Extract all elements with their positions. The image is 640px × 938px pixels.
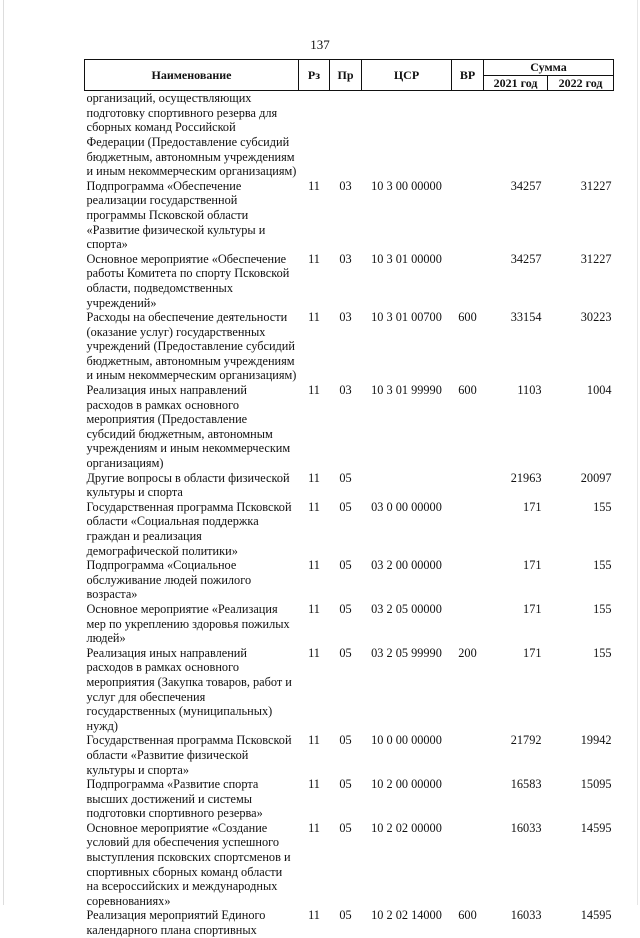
row-pr: 05 [339,733,352,748]
row-sum-2021 [484,91,548,179]
row-csr: 10 2 00 00000 [371,777,442,792]
row-vr: 600 [458,383,477,398]
budget-table [84,59,614,938]
row-pr: 05 [339,777,352,792]
row-sum-2022: 19942 [580,733,612,748]
row-vr [452,500,484,558]
row-sum-2022: 1004 [586,383,612,398]
table-row [85,383,614,471]
row-sum-2022: 14595 [580,820,612,835]
row-name: Основное мероприятие «Реализация мер по укреплению здоровья пожилых людей» [86,601,290,646]
row-rz: 11 [308,645,320,660]
row-sum-2021: 171 [523,499,542,514]
row-sum-2021: 34257 [510,178,542,193]
table-row [85,558,614,602]
row-rz: 11 [308,558,320,573]
row-pr [330,91,362,179]
row-sum-2022: 30223 [580,310,612,325]
header-vr: ВР [452,60,484,91]
row-sum-2022: 15095 [580,777,612,792]
row-csr: 10 0 00 00000 [371,733,442,748]
row-vr [452,179,484,252]
row-csr: 03 2 05 99990 [371,645,442,660]
row-pr: 05 [339,499,352,514]
header-pr: Пр [330,60,362,91]
row-vr [452,602,484,646]
row-sum-2021: 16033 [510,820,542,835]
table-body [85,91,614,938]
row-csr: 10 3 00 00000 [371,178,442,193]
row-csr: 10 3 01 99990 [371,383,442,398]
table-header [85,60,614,91]
row-vr: 600 [458,310,477,325]
row-sum-2021: 21963 [510,470,542,485]
header-sum: Сумма [484,60,614,76]
row-name: Государственная программа Псковской области «Социальная поддержка граждан и реализация демографической политики» [86,499,292,558]
table-row [85,821,614,909]
row-rz: 11 [308,470,320,485]
row-sum-2022: 155 [593,645,612,660]
row-pr: 05 [339,908,352,923]
page-number: 137 [310,37,330,52]
table-row [85,310,614,383]
row-rz: 11 [308,908,320,923]
row-pr: 05 [339,820,352,835]
table-row [85,733,614,777]
row-pr: 03 [339,178,352,193]
row-vr [452,91,484,179]
table-row [85,777,614,821]
row-csr [362,471,452,500]
header-rz: Рз [299,60,330,91]
header-csr: ЦСР [362,60,452,91]
row-sum-2021: 16033 [510,908,542,923]
row-rz: 11 [308,251,320,266]
row-rz: 11 [308,383,320,398]
row-pr: 03 [339,383,352,398]
table-row [85,179,614,252]
table-row [85,646,614,734]
row-vr [452,252,484,310]
row-name: Реализация иных направлений расходов в рамках основного мероприятия (Закупка товаров, работ и услуг для обеспечения государственных (муниципальных) нужд) [86,645,292,733]
table-row [85,602,614,646]
row-sum-2021: 1103 [517,383,542,398]
table-row [85,500,614,558]
row-rz: 11 [308,601,320,616]
row-sum-2021: 171 [523,558,542,573]
row-csr: 10 2 02 00000 [371,820,442,835]
scan-edge-right [637,0,638,905]
row-vr [452,733,484,777]
row-pr: 05 [339,470,352,485]
scan-edge-left [3,0,4,905]
row-vr [452,821,484,909]
row-vr: 600 [458,908,477,923]
row-sum-2021: 171 [523,645,542,660]
row-name: Государственная программа Псковской области «Развитие физической культуры и спорта» [86,733,292,777]
row-sum-2022: 155 [593,601,612,616]
row-name: Расходы на обеспечение деятельности (оказание услуг) государственных учреждений (Предоставление субсидий бюджетным, автономным учреждениям и иным некоммерческим организациям) [86,310,297,383]
row-name: Реализация иных направлений расходов в рамках основного мероприятия (Предоставление субсидий бюджетным, автономным учреждениям и иным некоммерческим организациям) [86,383,291,471]
row-pr: 05 [339,645,352,660]
row-csr: 10 3 01 00700 [371,310,442,325]
row-sum-2021: 16583 [510,777,542,792]
row-csr: 03 2 05 00000 [371,601,442,616]
table-row [85,908,614,937]
row-vr [452,558,484,602]
budget-table-wrapper [84,59,613,938]
row-rz: 11 [308,310,320,325]
row-vr [452,777,484,821]
row-vr: 200 [458,645,477,660]
row-rz: 11 [308,777,320,792]
table-row [85,471,614,500]
row-vr [452,471,484,500]
row-sum-2021: 21792 [510,733,542,748]
header-name: Наименование [85,60,299,91]
row-name: Другие вопросы в области физической культуры и спорта [86,470,290,500]
row-name: Подпрограмма «Обеспечение реализации государственной программы Псковской области «Развитие физической культуры и спорта» [86,178,266,252]
row-rz [299,91,330,179]
row-csr [362,91,452,179]
row-pr: 05 [339,601,352,616]
row-csr: 03 0 00 00000 [371,499,442,514]
header-2021: 2021 год [484,75,548,91]
row-name: Реализация мероприятий Единого календарного плана спортивных [86,908,266,938]
row-sum-2022: 31227 [580,178,612,193]
row-sum-2022: 14595 [580,908,612,923]
row-csr: 10 3 01 00000 [371,251,442,266]
row-sum-2022: 31227 [580,251,612,266]
row-rz: 11 [308,499,320,514]
row-sum-2022: 155 [593,558,612,573]
row-sum-2022 [548,91,614,179]
row-name: Основное мероприятие «Обеспечение работы Комитета по спорту Псковской области, подведомственных учреждений» [86,251,290,310]
row-csr: 10 2 02 14000 [371,908,442,923]
row-pr: 05 [339,558,352,573]
row-sum-2021: 33154 [510,310,542,325]
row-sum-2022: 20097 [580,470,612,485]
row-name: Основное мероприятие «Создание условий для обеспечения успешного выступления псковских спортсменов и спортивных сборных команд области на всероссийских и международных соревнованиях» [86,820,291,908]
row-rz: 11 [308,178,320,193]
row-sum-2021: 171 [523,601,542,616]
row-rz: 11 [308,733,320,748]
row-name: Подпрограмма «Развитие спорта высших достижений и системы подготовки спортивного резерва» [86,777,263,821]
row-pr: 03 [339,310,352,325]
row-pr: 03 [339,251,352,266]
row-sum-2022: 155 [593,499,612,514]
table-row [85,91,614,179]
table-row [85,252,614,310]
row-sum-2021: 34257 [510,251,542,266]
row-name: организаций, осуществляющих подготовку спортивного резерва для сборных команд Российской Федерации (Предоставление субсидий бюджетным, автономным учреждениям и иным некоммерческим организациям) [86,91,297,179]
row-rz: 11 [308,820,320,835]
row-csr: 03 2 00 00000 [371,558,442,573]
row-name: Подпрограмма «Социальное обслуживание людей пожилого возраста» [86,558,252,602]
header-2022: 2022 год [548,75,614,91]
